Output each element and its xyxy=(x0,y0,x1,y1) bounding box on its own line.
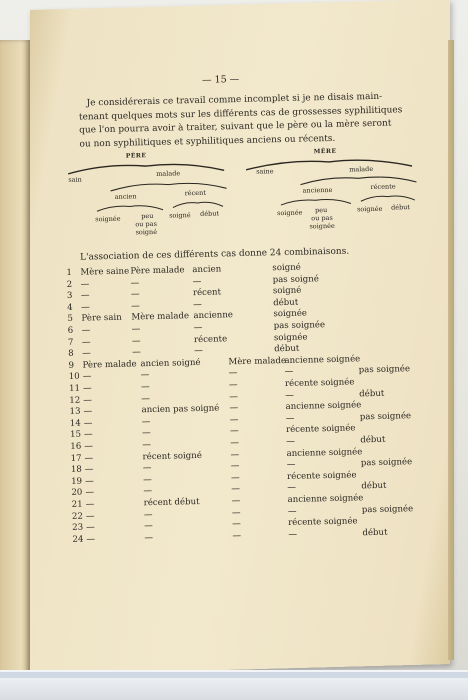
row-cell: — xyxy=(83,418,93,429)
row-cell: — xyxy=(288,529,298,540)
label-r-soignee: soignée xyxy=(277,208,303,218)
row-cell: — xyxy=(143,474,152,486)
row-cell: début xyxy=(359,388,385,399)
genealogy-diagram xyxy=(64,146,426,244)
row-cell: récente soignée xyxy=(288,516,358,529)
row-number: 9 xyxy=(68,360,75,371)
row-cell: récente soignée xyxy=(284,377,355,390)
row-cell: — xyxy=(143,486,153,497)
row-cell: — xyxy=(140,382,150,393)
row-cell: — xyxy=(82,348,91,359)
row-cell: ancien soigné xyxy=(140,357,201,370)
row-cell: — xyxy=(83,429,93,440)
row-cell: pas soignée xyxy=(359,410,412,423)
row-cell: — xyxy=(85,499,95,510)
row-cell: — xyxy=(285,390,294,401)
intro-line: tenant quelques mots sur les différents cas de grossesses syphilitiques xyxy=(78,104,403,123)
row-cell: — xyxy=(287,506,297,517)
row-cell: — xyxy=(86,534,96,545)
row-number: 3 xyxy=(66,291,73,302)
row-cell: — xyxy=(232,519,241,530)
row-number: 14 xyxy=(69,418,81,429)
row-cell: ancienne soignée xyxy=(284,354,361,366)
row-cell: — xyxy=(231,472,240,484)
row-cell: — xyxy=(131,335,141,347)
row-cell: — xyxy=(229,391,238,402)
row-number: 19 xyxy=(71,476,83,487)
label-l-peu: peu xyxy=(141,211,154,221)
intro-paragraph xyxy=(78,90,419,152)
row-cell: — xyxy=(83,394,93,406)
row-cell: — xyxy=(141,428,151,439)
row-cell: — xyxy=(82,383,92,394)
label-recente: récente xyxy=(370,182,396,192)
row-cell: — xyxy=(81,325,91,336)
row-cell: — xyxy=(85,510,95,522)
row-cell: — xyxy=(232,530,242,542)
row-cell: — xyxy=(84,441,94,452)
row-number: 18 xyxy=(70,464,82,476)
row-number: 23 xyxy=(72,522,84,534)
row-cell: — xyxy=(142,440,152,451)
row-cell: récente xyxy=(193,333,228,345)
row-cell: Mère malade xyxy=(228,355,287,368)
row-cell: — xyxy=(130,277,140,289)
row-cell: — xyxy=(84,452,94,464)
row-cell: pas soignée xyxy=(273,320,326,332)
row-cell: — xyxy=(193,299,202,310)
row-number: 7 xyxy=(67,337,74,348)
row-cell: — xyxy=(132,347,141,358)
brace-mere-malade xyxy=(298,172,418,187)
row-cell: — xyxy=(193,322,203,334)
intro-line: Je considérerais ce travail comme incomplet si je ne disais main- xyxy=(86,91,383,109)
row-cell: pas soignée xyxy=(361,503,414,515)
row-cell: début xyxy=(273,297,299,309)
row-cell: soignée xyxy=(273,332,308,343)
brace-recent xyxy=(171,198,225,209)
page-edge xyxy=(448,40,454,660)
row-cell: début xyxy=(360,434,386,446)
label-malade-mere: malade xyxy=(349,164,374,174)
row-number: 5 xyxy=(67,314,74,325)
row-cell: début xyxy=(361,481,387,492)
row-cell: récente soignée xyxy=(285,423,356,436)
row-cell: soigné xyxy=(272,262,301,274)
row-cell: — xyxy=(228,368,238,379)
row-cell: — xyxy=(130,289,140,300)
base-line xyxy=(0,672,468,678)
row-cell: — xyxy=(80,290,90,301)
page-number: — 15 — xyxy=(201,73,240,86)
row-number: 12 xyxy=(69,395,81,406)
row-number: 17 xyxy=(70,453,82,464)
row-cell: — xyxy=(286,436,296,448)
row-cell: Mère saine xyxy=(80,266,130,278)
row-cell: — xyxy=(82,371,92,382)
label-l-oupas: ou pas xyxy=(135,219,157,229)
row-number: 13 xyxy=(69,406,81,418)
row-cell: — xyxy=(229,403,239,414)
row-cell: — xyxy=(142,463,152,474)
label-saine: saine xyxy=(256,167,274,176)
row-number: 6 xyxy=(67,325,74,336)
row-cell: — xyxy=(286,459,296,471)
row-cell: récente soignée xyxy=(286,470,357,482)
row-number: 15 xyxy=(69,430,82,441)
row-cell: — xyxy=(284,367,294,378)
row-cell: — xyxy=(231,484,241,495)
label-r-soignee2: soignée xyxy=(309,221,335,231)
row-number: 24 xyxy=(72,534,84,545)
row-cell: — xyxy=(85,476,94,487)
row-cell: — xyxy=(230,438,240,449)
label-sain: sain xyxy=(68,175,82,184)
row-cell: — xyxy=(85,487,95,498)
row-cell: — xyxy=(86,522,95,533)
association-sentence: L'association de ces différents cas donne 24 combinaisons. xyxy=(79,246,350,263)
row-cell: — xyxy=(231,507,241,518)
label-ancienne: ancienne xyxy=(302,185,333,195)
row-cell: — xyxy=(194,346,203,357)
row-cell: — xyxy=(144,521,153,532)
row-cell: — xyxy=(140,370,150,381)
row-cell: — xyxy=(143,509,153,520)
row-number: 20 xyxy=(71,488,83,499)
row-number: 4 xyxy=(67,302,73,313)
label-pere: PÈRE xyxy=(125,152,147,160)
row-number: 11 xyxy=(68,383,81,394)
row-cell: Père malade xyxy=(82,359,137,371)
intro-line: que l'on pourra avoir à traiter, suivant que le père ou la mère seront xyxy=(79,118,392,136)
row-cell: — xyxy=(84,464,94,475)
row-cell: Mère malade xyxy=(131,311,190,323)
brace-pere xyxy=(66,158,226,176)
row-cell: — xyxy=(287,483,297,494)
label-l-debut: début xyxy=(200,209,220,218)
row-cell: Père malade xyxy=(130,265,185,277)
brace-pere-malade xyxy=(108,178,228,193)
row-cell: récent xyxy=(192,287,222,299)
brace-recente xyxy=(359,192,417,203)
label-malade-pere: malade xyxy=(156,169,181,178)
row-cell: — xyxy=(192,276,202,287)
label-recent: récent xyxy=(184,188,206,198)
label-mere: MÈRE xyxy=(313,147,337,156)
row-number: 10 xyxy=(68,372,80,383)
label-l-soigne: soignée xyxy=(95,214,121,224)
left-page xyxy=(0,40,30,680)
row-number: 16 xyxy=(70,441,82,452)
row-cell: — xyxy=(81,337,91,348)
row-number: 2 xyxy=(66,279,73,290)
label-l-soigne2: soigné xyxy=(135,227,158,237)
row-cell: — xyxy=(285,413,295,424)
row-cell: soignée xyxy=(273,308,308,320)
row-cell: ancienne xyxy=(193,310,234,322)
row-number: 1 xyxy=(66,267,73,278)
row-cell: — xyxy=(230,449,240,460)
row-cell: début xyxy=(362,527,388,539)
row-cell: — xyxy=(83,406,93,417)
row-cell: — xyxy=(229,426,239,437)
row-cell: ancien xyxy=(192,264,222,276)
row-cell: — xyxy=(81,302,90,313)
row-cell: — xyxy=(230,461,240,472)
label-r-soignee3: soignée xyxy=(356,204,383,214)
row-cell: — xyxy=(144,532,154,544)
row-cell: — xyxy=(141,416,151,428)
label-r-oupas: ou pas xyxy=(311,213,333,223)
label-r-peu: peu xyxy=(314,206,328,215)
row-cell: pas soignée xyxy=(360,457,413,469)
row-cell: récent soigné xyxy=(142,450,202,462)
row-cell: récent début xyxy=(143,496,200,509)
row-cell: début xyxy=(274,343,300,355)
row-cell: — xyxy=(231,496,241,507)
row-cell: — xyxy=(141,393,151,404)
row-cell: ancienne soignée xyxy=(285,400,362,413)
row-cell: pas soignée xyxy=(358,364,411,376)
row-cell: Père sain xyxy=(81,313,122,325)
row-number: 21 xyxy=(71,499,83,510)
row-cell: soigné xyxy=(272,285,302,297)
row-cell: pas soigné xyxy=(272,273,319,285)
brace-ancien xyxy=(95,202,165,214)
row-number: 8 xyxy=(68,348,74,360)
row-cell: ancienne soignée xyxy=(287,493,364,505)
label-ancien: ancien xyxy=(114,192,137,201)
row-cell: ancien pas soigné xyxy=(141,403,220,416)
label-l-soigne3: soigné xyxy=(169,211,191,220)
intro-line: ou non syphilitiques et syphilitiques anciens ou récents. xyxy=(79,133,336,150)
row-cell: — xyxy=(80,279,90,290)
row-cell: — xyxy=(131,324,141,335)
row-number: 22 xyxy=(71,511,83,522)
row-cell: ancienne soignée xyxy=(286,446,363,459)
label-r-debut: début xyxy=(390,203,411,212)
row-cell: — xyxy=(131,301,140,312)
row-cell: — xyxy=(228,380,238,391)
row-cell: — xyxy=(229,414,239,426)
